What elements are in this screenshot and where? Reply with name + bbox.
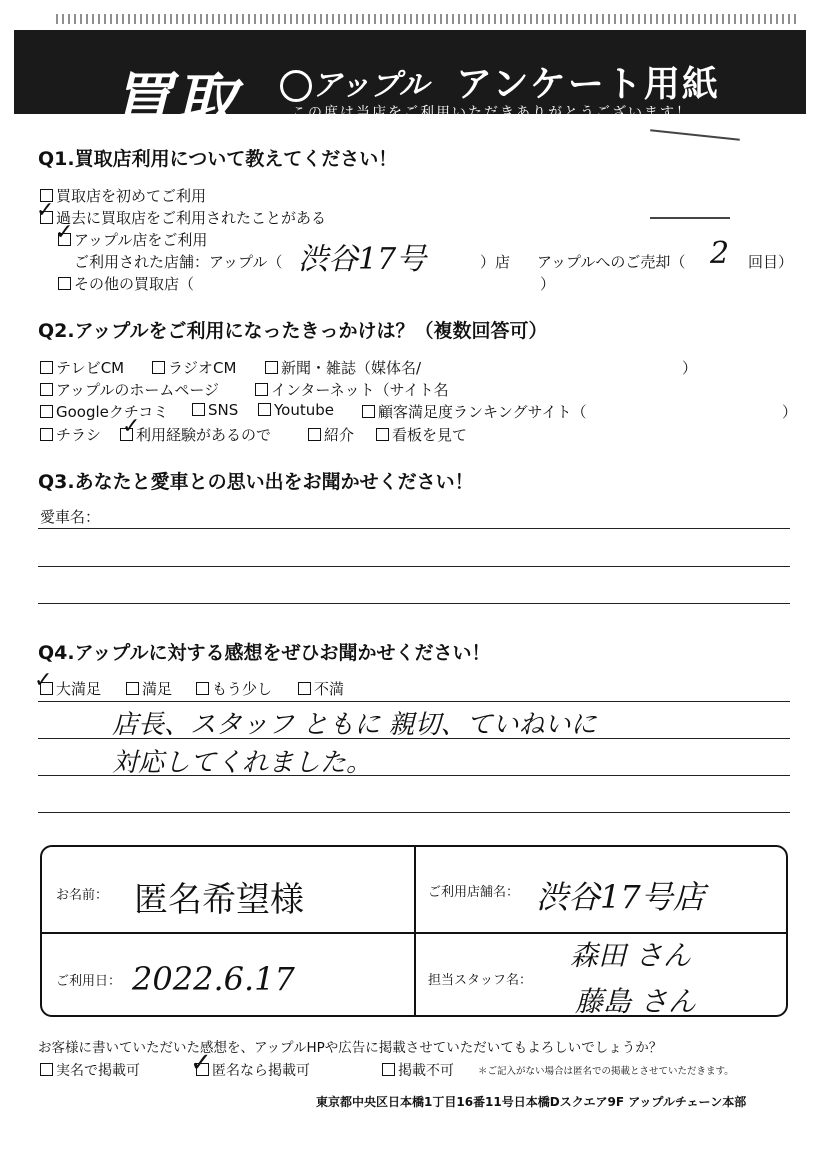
q2-option-internet[interactable]: インターネット（サイト名 xyxy=(255,379,449,400)
q4-option-dissatisfied[interactable]: 不満 xyxy=(298,678,344,699)
consent-not-allowed[interactable]: 掲載不可 xyxy=(382,1060,454,1080)
q1-count-prefix: アップルへのご売却（ xyxy=(537,253,686,271)
q1-store-handwritten: 渋谷17号 xyxy=(298,242,427,277)
q2-option-google[interactable]: Googleクチコミ xyxy=(40,401,168,422)
checkbox[interactable] xyxy=(362,405,375,418)
check-mark-icon: ✓ xyxy=(190,1048,212,1078)
q1-count-handwritten: 2 xyxy=(710,236,730,271)
q2-option-flyer[interactable]: チラシ xyxy=(40,424,101,445)
q1-other-close: ） xyxy=(540,275,556,293)
store-label: ご利用店舗名： xyxy=(428,885,520,900)
q2-option-homepage[interactable]: アップルのホームページ xyxy=(40,379,219,400)
checkbox[interactable] xyxy=(192,403,205,416)
checkbox[interactable] xyxy=(58,277,71,290)
q2-option-signboard[interactable]: 看板を見て xyxy=(376,424,467,445)
q4-comment-line2: 対応してくれました。 xyxy=(112,748,373,778)
header-banner xyxy=(14,30,806,138)
q4-option-slightly[interactable]: もう少し xyxy=(196,678,272,699)
checkbox[interactable] xyxy=(376,428,389,441)
q1-option-apple[interactable]: アップル店をご利用 xyxy=(58,229,207,250)
name-value: 匿名希望様 xyxy=(134,880,304,920)
checkbox[interactable] xyxy=(308,428,321,441)
q2-option-tv[interactable]: テレビCM xyxy=(40,357,124,378)
q2-option-experience[interactable]: 利用経験があるので xyxy=(120,424,271,445)
q4-question: Q4.アップルに対する感想をぜひお聞かせください！ xyxy=(38,642,491,664)
consent-anonymous[interactable]: 匿名なら掲載可 xyxy=(196,1060,310,1080)
q2-question: Q2.アップルをご利用になったきっかけは？（複数回答可） xyxy=(38,320,548,342)
answer-line xyxy=(38,528,790,529)
q2-option-sns[interactable]: SNS xyxy=(192,401,238,419)
check-mark-icon: ✓ xyxy=(36,198,55,223)
check-mark-icon: ✓ xyxy=(55,220,74,245)
q3-car-label: 愛車名： xyxy=(40,508,101,526)
header-subtitle: この度は当店をご利用いただきありがとうございます！ xyxy=(292,105,692,121)
checkbox[interactable] xyxy=(40,1063,53,1076)
q1-option-first[interactable]: 買取店を初めてご利用 xyxy=(40,185,206,206)
q2-ranking-close: ） xyxy=(782,403,798,421)
checkbox[interactable] xyxy=(40,383,53,396)
staff-label: 担当スタッフ名： xyxy=(428,973,533,988)
q4-comment-line1: 店長、スタッフ ともに 親切、ていねいに xyxy=(112,710,597,740)
q1-count-suffix: 回目） xyxy=(748,253,794,271)
store-value: 渋谷17号店 xyxy=(536,878,705,916)
checkbox[interactable] xyxy=(40,361,53,374)
consent-question: お客様に書いていただいた感想を、アップルHPや広告に掲載させていただいてもよろしいでしょうか？ xyxy=(38,1040,663,1056)
q2-option-youtube[interactable]: Youtube xyxy=(258,401,334,419)
staff-value-2: 藤島 さん xyxy=(575,985,696,1018)
apple-logo-icon xyxy=(280,70,312,102)
answer-line xyxy=(38,775,790,776)
q2-option-radio[interactable]: ラジオCM xyxy=(152,357,236,378)
q4-option-very-satisfied[interactable]: 大満足 xyxy=(40,678,101,699)
date-value: 2022.6.17 xyxy=(132,960,295,998)
header-brand: アップル xyxy=(312,68,429,103)
answer-line xyxy=(38,566,790,567)
footer-address: 東京都中央区日本橋1丁目16番11号日本橋Dスクエア9F アップルチェーン本部 xyxy=(316,1095,747,1109)
check-mark-icon: ✓ xyxy=(34,668,53,693)
checkbox[interactable] xyxy=(40,405,53,418)
header-kanji: 買取 xyxy=(110,65,239,138)
checkbox[interactable] xyxy=(255,383,268,396)
q1-option-other[interactable]: その他の買取店（ xyxy=(58,273,194,294)
consent-real-name[interactable]: 実名で掲載可 xyxy=(40,1060,140,1080)
scan-noise xyxy=(56,14,800,24)
q2-news-close: ） xyxy=(682,359,698,377)
answer-line xyxy=(38,738,790,739)
consent-note: ＊ご記入がない場合は匿名での掲載とさせていただきます。 xyxy=(478,1066,734,1077)
checkbox[interactable] xyxy=(196,682,209,695)
info-divider-vertical xyxy=(414,845,416,1017)
q1-store-prefix: ご利用された店舗：アップル（ xyxy=(74,253,283,271)
checkbox[interactable] xyxy=(265,361,278,374)
q3-question: Q3.あなたと愛車との思い出をお聞かせください！ xyxy=(38,471,474,493)
answer-line xyxy=(38,701,790,702)
name-label: お名前： xyxy=(56,888,109,903)
q2-option-referral[interactable]: 紹介 xyxy=(308,424,354,445)
stray-mark xyxy=(650,217,730,219)
staff-value-1: 森田 さん xyxy=(570,939,691,972)
q1-store-suffix: ）店 xyxy=(480,253,511,271)
stray-mark xyxy=(650,129,740,140)
q1-question: Q1.買取店利用について教えてください！ xyxy=(38,148,398,170)
answer-line xyxy=(38,603,790,604)
header-title: アンケート用紙 xyxy=(456,64,720,105)
q2-option-ranking[interactable]: 顧客満足度ランキングサイト（ xyxy=(362,401,587,422)
checkbox[interactable] xyxy=(152,361,165,374)
checkbox[interactable] xyxy=(126,682,139,695)
checkbox[interactable] xyxy=(258,403,271,416)
q1-option-past[interactable]: 過去に買取店をご利用されたことがある xyxy=(40,207,326,228)
q2-option-news[interactable]: 新聞・雑誌（媒体名/ xyxy=(265,357,421,378)
checkbox[interactable] xyxy=(40,428,53,441)
date-label: ご利用日： xyxy=(56,974,122,989)
q4-option-satisfied[interactable]: 満足 xyxy=(126,678,172,699)
checkbox[interactable] xyxy=(298,682,311,695)
check-mark-icon: ✓ xyxy=(122,414,141,439)
checkbox[interactable] xyxy=(382,1063,395,1076)
answer-line xyxy=(38,812,790,813)
